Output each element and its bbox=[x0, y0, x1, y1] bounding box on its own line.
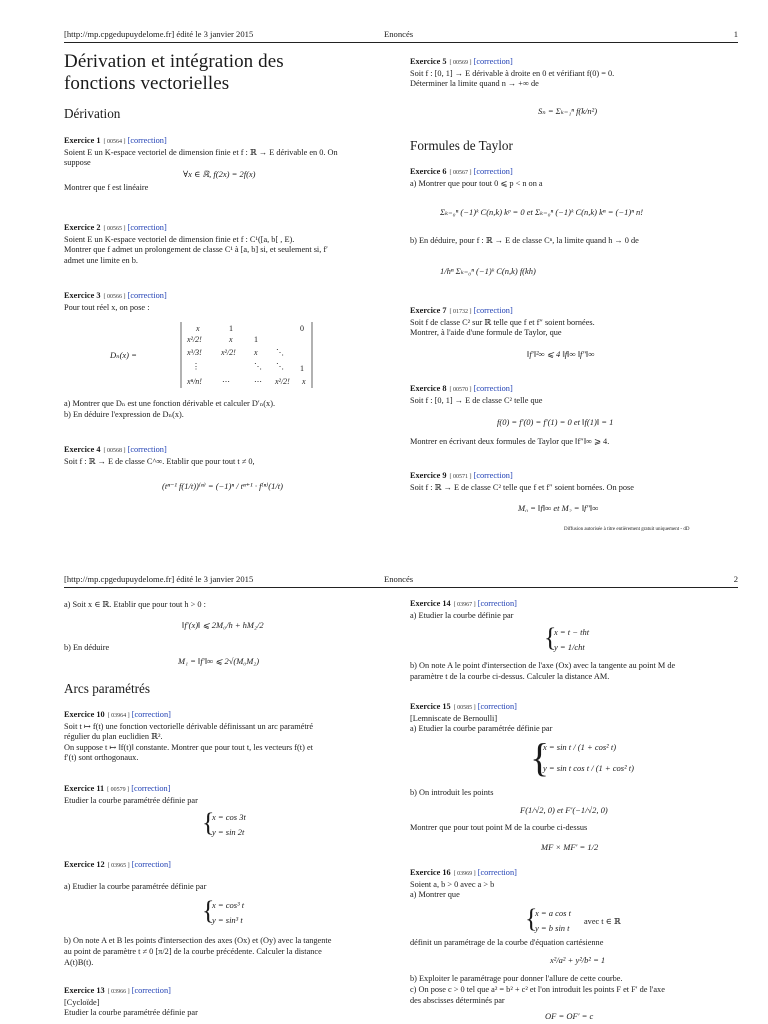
exercise-text: On suppose t ↦ ‖f(t)‖ constante. Montrer que pour tout t, les vecteurs f(t) et bbox=[64, 742, 313, 752]
exercise-text: Déterminer la limite quand n → +∞ de bbox=[410, 79, 539, 89]
correction-link[interactable]: [correction] bbox=[131, 986, 171, 995]
exercise-11 bbox=[64, 784, 394, 806]
equation: F(1/√2, 0) et F′(−1/√2, 0) bbox=[520, 805, 608, 815]
document-title bbox=[64, 51, 284, 95]
equation: y = b sin t bbox=[535, 923, 570, 933]
equation: M₁ = ‖f′‖∞ ⩽ 2√(M₀M₂) bbox=[178, 656, 260, 666]
exercise-ref: [ 00565 ] bbox=[103, 226, 126, 232]
exercise-1 bbox=[64, 136, 394, 169]
page-gap bbox=[0, 512, 768, 568]
system-brace: { bbox=[544, 623, 557, 652]
exercise-text: Soient E un K-espace vectoriel de dimension finie et f : ℝ → E dérivable en 0. On bbox=[64, 147, 338, 157]
section-taylor: Formules de Taylor bbox=[410, 138, 513, 153]
exercise-text: admet une limite en b. bbox=[64, 255, 138, 265]
svg-text:⋱: ⋱ bbox=[276, 348, 284, 357]
equation: x = a cos t bbox=[535, 908, 571, 918]
correction-link[interactable]: [correction] bbox=[127, 223, 167, 232]
exercise-title: Exercice 6 bbox=[410, 167, 447, 176]
exercise-text: a) Montrer que pour tout 0 ⩽ p < n on a bbox=[410, 178, 543, 188]
correction-link[interactable]: [correction] bbox=[127, 445, 167, 454]
svg-text:x: x bbox=[229, 335, 233, 344]
exercise-5 bbox=[410, 57, 740, 90]
svg-text:x³/3!: x³/3! bbox=[187, 348, 202, 357]
exercise-4 bbox=[64, 445, 394, 467]
exercise-ref: [ 00568 ] bbox=[103, 448, 126, 454]
exercise-ref: [ 00564 ] bbox=[103, 139, 126, 145]
system-brace: { bbox=[202, 896, 215, 925]
exercise-title: Exercice 3 bbox=[64, 291, 101, 300]
equation: Dₙ(x) = bbox=[110, 350, 137, 360]
exercise-ref: [ 01732 ] bbox=[449, 309, 472, 315]
exercise-ref: [ 00569 ] bbox=[449, 60, 472, 66]
svg-text:1: 1 bbox=[229, 324, 233, 333]
exercise-text: Montrer, à l'aide d'une formule de Taylor, que bbox=[410, 328, 562, 338]
equation: Sₙ = Σₖ₌₁ⁿ f(k/n²) bbox=[538, 106, 598, 116]
equation: 1/hⁿ Σₖ₌₀ⁿ (−1)ᵏ C(n,k) f(kh) bbox=[440, 266, 536, 276]
exercise-title: Exercice 13 bbox=[64, 986, 105, 995]
equation: OF = OF′ = c bbox=[545, 1011, 594, 1021]
exercise-text: b) On note A le point d'intersection de l'axe (Ox) avec la tangente au point M de bbox=[410, 661, 676, 670]
header-rule bbox=[64, 587, 738, 588]
equation: f(0) = f′(0) = f′(1) = 0 et ‖f(1)‖ = 1 bbox=[497, 417, 614, 427]
exercise-3 bbox=[64, 291, 394, 313]
exercise-2 bbox=[64, 223, 394, 266]
exercise-16 bbox=[410, 868, 740, 901]
exercise-title: Exercice 12 bbox=[64, 860, 105, 869]
svg-text:⋯: ⋯ bbox=[254, 377, 262, 386]
svg-text:x: x bbox=[254, 348, 258, 357]
exercise-13 bbox=[64, 986, 394, 1019]
exercise-title: Exercice 16 bbox=[410, 868, 451, 877]
exercise-text: Montrer que f admet un prolongement de classe C¹ à [a, b] si, et seulement si, f′ bbox=[64, 245, 328, 255]
determinant-matrix bbox=[145, 320, 320, 390]
exercise-title: Exercice 8 bbox=[410, 384, 447, 393]
correction-link[interactable]: [correction] bbox=[131, 710, 171, 719]
svg-text:⋮: ⋮ bbox=[192, 362, 200, 371]
exercise-text: Soient a, b > 0 avec a > b bbox=[410, 879, 495, 889]
exercise-text: b) En déduire l'expression de Dₙ(x). bbox=[64, 410, 184, 419]
page-header bbox=[64, 29, 738, 41]
exercise-text: avec t ∈ ℝ bbox=[584, 917, 621, 926]
exercise-12 bbox=[64, 860, 394, 872]
exercise-text: Soit f : [0, 1] → E de classe C² telle que bbox=[410, 395, 543, 405]
exercise-6 bbox=[410, 167, 740, 189]
correction-link[interactable]: [correction] bbox=[127, 136, 167, 145]
exercise-text: b) En déduire bbox=[64, 643, 110, 652]
exercise-ref: [ 00566 ] bbox=[103, 294, 126, 300]
equation: x = cos³ t bbox=[212, 900, 245, 910]
svg-text:0: 0 bbox=[300, 324, 304, 333]
exercise-14 bbox=[410, 599, 740, 621]
correction-link[interactable]: [correction] bbox=[473, 471, 513, 480]
exercise-title: Exercice 5 bbox=[410, 57, 447, 66]
exercise-title: Exercice 1 bbox=[64, 136, 101, 145]
exercise-title: Exercice 2 bbox=[64, 223, 101, 232]
correction-link[interactable]: [correction] bbox=[477, 868, 517, 877]
equation: MF × MF′ = 1/2 bbox=[541, 842, 599, 852]
equation: y = 1/cht bbox=[554, 642, 585, 652]
section-arcs: Arcs paramétrés bbox=[64, 681, 151, 696]
equation: ‖f′(x)‖ ⩽ 2M₀/h + hM₂/2 bbox=[182, 620, 264, 630]
exercise-text: a) Etudier la courbe définie par bbox=[410, 610, 514, 620]
section-derivation: Dérivation bbox=[64, 106, 121, 121]
exercise-text: suppose bbox=[64, 158, 91, 168]
exercise-title: Exercice 4 bbox=[64, 445, 101, 454]
svg-text:⋱: ⋱ bbox=[276, 362, 284, 371]
header-url[interactable]: [http://mp.cpgedupuydelome.fr] édité le 3 janvier 2015 bbox=[64, 29, 254, 39]
exercise-text: paramètre t de la courbe ci-dessus. Calculer la distance AM. bbox=[410, 672, 610, 681]
equation: ‖f′‖²∞ ⩽ 4 ‖f‖∞ ‖f″‖∞ bbox=[527, 349, 595, 359]
exercise-text: Montrer en écrivant deux formules de Taylor que ‖f″‖∞ ⩾ 4. bbox=[410, 437, 610, 446]
svg-text:x²/2!: x²/2! bbox=[187, 335, 202, 344]
equation: y = sin³ t bbox=[212, 915, 243, 925]
svg-text:xⁿ/n!: xⁿ/n! bbox=[187, 377, 202, 386]
equation: x = t − tht bbox=[554, 627, 590, 637]
exercise-9 bbox=[410, 471, 740, 493]
exercise-title: Exercice 10 bbox=[64, 710, 105, 719]
exercise-text: [Cycloïde] bbox=[64, 997, 100, 1007]
exercise-text: a) Etudier la courbe paramétrée définie par bbox=[410, 724, 553, 734]
svg-text:x: x bbox=[302, 377, 306, 386]
exercise-ref: [ 00579 ] bbox=[107, 787, 130, 793]
correction-link[interactable]: [correction] bbox=[477, 702, 517, 711]
exercise-text: Montrer que pour tout point M de la courbe ci-dessus bbox=[410, 823, 588, 832]
correction-link[interactable]: [correction] bbox=[131, 860, 171, 869]
system-brace: { bbox=[525, 904, 538, 933]
header-rule bbox=[64, 42, 738, 43]
exercise-text: f′(t) sont orthogonaux. bbox=[64, 753, 139, 763]
equation: x = sin t / (1 + cos² t) bbox=[543, 742, 617, 752]
exercise-10 bbox=[64, 710, 394, 764]
exercise-text: Soit f : ℝ → E de classe C^∞. Etablir que pour tout t ≠ 0, bbox=[64, 456, 255, 466]
exercise-text: b) En déduire, pour f : ℝ → E de classe Cⁿ, la limite quand h → 0 de bbox=[410, 236, 639, 245]
exercise-ref: [ 00585 ] bbox=[453, 705, 476, 711]
system-brace: { bbox=[202, 808, 215, 837]
exercise-ref: [ 00570 ] bbox=[449, 387, 472, 393]
page-number: 2 bbox=[733, 574, 738, 584]
exercise-text: Pour tout réel x, on pose : bbox=[64, 302, 150, 312]
svg-text:x²/2!: x²/2! bbox=[221, 348, 236, 357]
equation: M₀ = ‖f‖∞ et M₂ = ‖f″‖∞ bbox=[518, 503, 599, 512]
title-line-1: Dérivation et intégration des bbox=[64, 51, 284, 72]
page-number: 1 bbox=[733, 29, 738, 39]
exercise-title: Exercice 7 bbox=[410, 306, 447, 315]
svg-text:1: 1 bbox=[254, 335, 258, 344]
exercise-ref: [ 00567 ] bbox=[449, 170, 472, 176]
exercise-15 bbox=[410, 702, 740, 735]
exercise-text: Etudier la courbe paramétrée définie par bbox=[64, 795, 198, 805]
exercise-text: Soit f : [0, 1] → E dérivable à droite en 0 et vérifiant f(0) = 0. bbox=[410, 68, 615, 78]
exercise-ref: [ 03964 ] bbox=[107, 713, 130, 719]
exercise-text: b) Exploiter le paramétrage pour donner l'allure de cette courbe. bbox=[410, 974, 623, 983]
correction-link[interactable]: [correction] bbox=[473, 306, 513, 315]
correction-link[interactable]: [correction] bbox=[473, 57, 513, 66]
correction-link[interactable]: [correction] bbox=[131, 784, 171, 793]
equation: ∀x ∈ ℝ, f(2x) = 2f(x) bbox=[183, 169, 256, 179]
equation: y = sin 2t bbox=[212, 827, 245, 837]
exercise-text: Soit f : ℝ → E de classe C² telle que f et f″ soient bornées. On pose bbox=[410, 482, 634, 492]
exercise-8 bbox=[410, 384, 740, 406]
equation: y = sin t cos t / (1 + cos² t) bbox=[543, 763, 634, 773]
exercise-title: Exercice 9 bbox=[410, 471, 447, 480]
exercise-ref: [ 03969 ] bbox=[453, 871, 476, 877]
svg-text:⋯: ⋯ bbox=[222, 377, 230, 386]
exercise-title: Exercice 14 bbox=[410, 599, 451, 608]
system-brace: { bbox=[530, 735, 550, 780]
title-line-2: fonctions vectorielles bbox=[64, 73, 230, 94]
header-section: Enoncés bbox=[384, 29, 414, 39]
header-section: Enoncés bbox=[384, 574, 414, 584]
svg-text:1: 1 bbox=[300, 364, 304, 373]
exercise-text: a) Montrer que bbox=[410, 890, 460, 900]
correction-link[interactable]: [correction] bbox=[473, 384, 513, 393]
svg-text:x: x bbox=[196, 324, 200, 333]
svg-text:⋱: ⋱ bbox=[254, 362, 262, 371]
exercise-text: au point de paramètre t ≠ 0 [π/2] de la courbe précédente. Calculer la distance bbox=[64, 947, 322, 956]
svg-text:x²/2!: x²/2! bbox=[275, 377, 290, 386]
exercise-title: Exercice 15 bbox=[410, 702, 451, 711]
exercise-text: Soit f de classe C² sur ℝ telle que f et f″ soient bornées. bbox=[410, 317, 595, 327]
exercise-text: régulier du plan euclidien ℝ². bbox=[64, 732, 163, 742]
correction-link[interactable]: [correction] bbox=[127, 291, 167, 300]
exercise-text: a) Soit x ∈ ℝ. Etablir que pour tout h > 0 : bbox=[64, 600, 206, 609]
exercise-ref: [ 03967 ] bbox=[453, 602, 476, 608]
equation: x²/a² + y²/b² = 1 bbox=[550, 955, 606, 965]
exercise-text: [Lemniscate de Bernoulli] bbox=[410, 713, 498, 723]
equation: (tⁿ⁻¹ f(1/t))⁽ⁿ⁾ = (−1)ⁿ / tⁿ⁺¹ · f⁽ⁿ⁾(1/t) bbox=[162, 481, 283, 491]
exercise-ref: [ 03965 ] bbox=[107, 863, 130, 869]
correction-link[interactable]: [correction] bbox=[477, 599, 517, 608]
exercise-text: Soit t ↦ f(t) une fonction vectorielle dérivable définissant un arc paramétré bbox=[64, 721, 314, 731]
exercise-text: des abscisses déterminés par bbox=[410, 996, 505, 1005]
page-2 bbox=[0, 568, 768, 1024]
page-footer: Diffusion autorisée à titre entièrement gratuit uniquement - dD bbox=[564, 527, 690, 532]
exercise-7 bbox=[410, 306, 740, 339]
exercise-text: Soient E un K-espace vectoriel de dimension finie et f : C¹([a, b[ , E). bbox=[64, 234, 295, 244]
page-header bbox=[64, 574, 738, 586]
exercise-text: Montrer que f est linéaire bbox=[64, 183, 149, 192]
correction-link[interactable]: [correction] bbox=[473, 167, 513, 176]
exercise-text: c) On pose c > 0 tel que a² = b² + c² et l'on introduit les points F et F′ de l'axe bbox=[410, 985, 665, 994]
exercise-text: A(t)B(t). bbox=[64, 958, 94, 967]
exercise-ref: [ 03966 ] bbox=[107, 989, 130, 995]
exercise-ref: [ 00571 ] bbox=[449, 474, 472, 480]
equation: x = cos 3t bbox=[212, 812, 246, 822]
exercise-text: Etudier la courbe paramétrée définie par bbox=[64, 1008, 198, 1018]
exercise-text: b) On note A et B les points d'intersection des axes (Ox) et (Oy) avec la tangente bbox=[64, 936, 332, 945]
exercise-text: a) Etudier la courbe paramétrée définie par bbox=[64, 882, 207, 891]
equation: Σₖ₌₀ⁿ (−1)ᵏ C(n,k) kᵖ = 0 et Σₖ₌₀ⁿ (−1)ᵏ C(n,k) kⁿ = (−1)ⁿ n! bbox=[440, 207, 644, 217]
exercise-text: b) On introduit les points bbox=[410, 788, 494, 797]
exercise-title: Exercice 11 bbox=[64, 784, 105, 793]
exercise-text: définit un paramétrage de la courbe d'équation cartésienne bbox=[410, 938, 604, 947]
header-url[interactable]: [http://mp.cpgedupuydelome.fr] édité le 3 janvier 2015 bbox=[64, 574, 254, 584]
exercise-text: a) Montrer que Dₙ est une fonction dérivable et calculer D′ₙ(x). bbox=[64, 399, 276, 408]
